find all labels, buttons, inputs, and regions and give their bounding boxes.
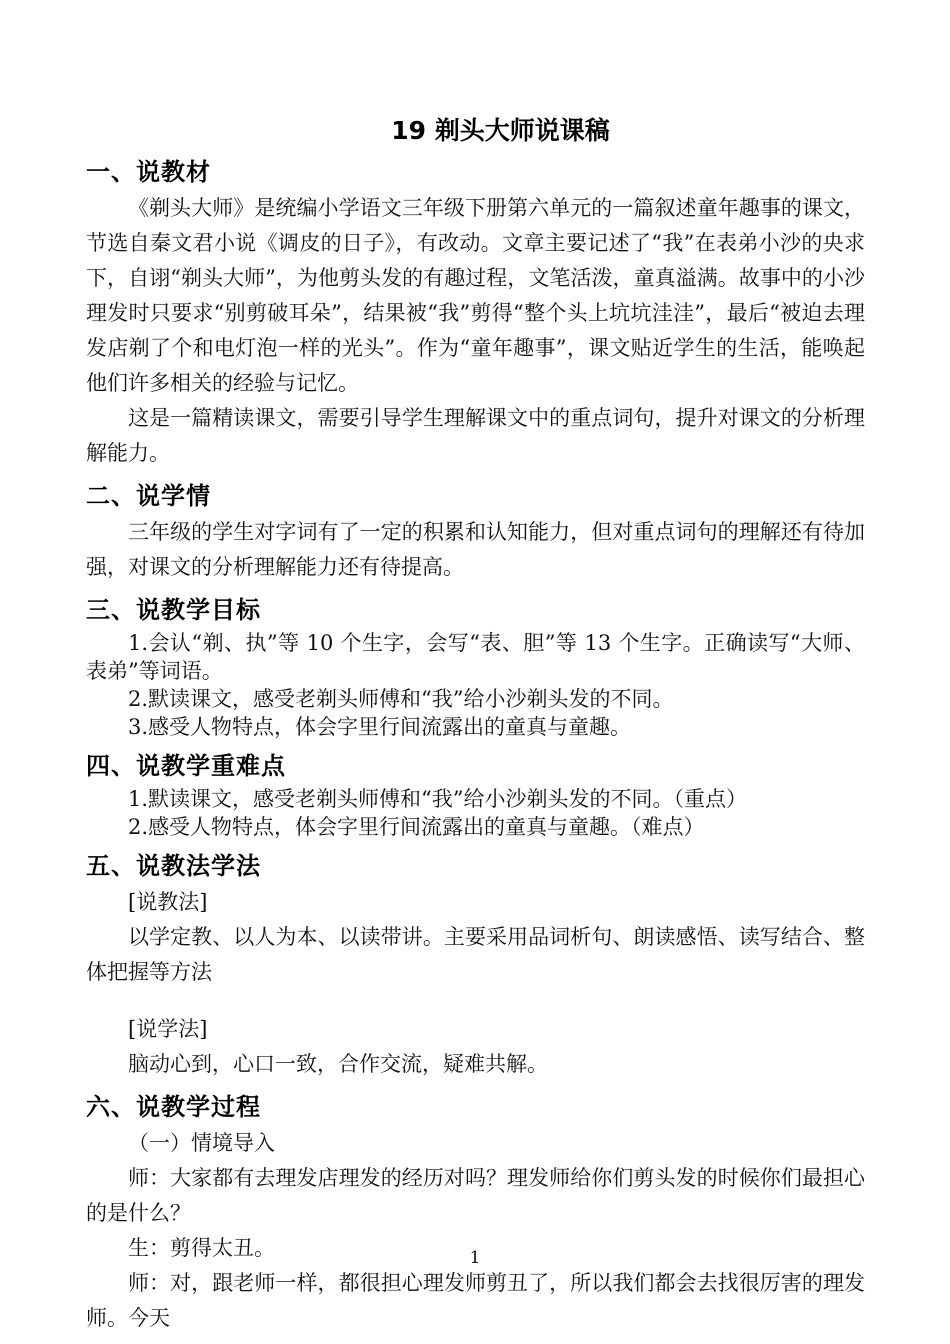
paragraph: 《剃头大师》是统编小学语文三年级下册第六单元的一篇叙述童年趣事的课文，节选自秦文君小说《调皮的日子》，有改动。文章主要记述了“我”在表弟小沙的央求下，自诩“剃头大师”，为他剪头发的有趣过程，文笔活泼，童真溢满。故事中的小沙理发时只要求“别剪破耳朵”，结果被“我”剪得“整个头上坑坑洼洼”，最后“被迫去理发店剃了个和电灯泡一样的光头”。作为“童年趣事”，课文贴近学生的生活，能唤起他们许多相关的经验与记忆。 <box>86 196 865 395</box>
section-heading-key-difficulties: 四、说教学重难点 <box>86 752 286 780</box>
subheading-learning-method: [说学法] <box>128 1017 208 1041</box>
page-number: 1 <box>469 1248 481 1268</box>
list-item: 1.默读课文，感受老剃头师傅和“我”给小沙剃头发的不同。（重点） <box>128 787 748 811</box>
section-heading-teaching-methods: 五、说教法学法 <box>86 852 261 880</box>
document-title: 19 剃头大师说课稿 <box>391 116 610 145</box>
dialogue-teacher: 师：大家都有去理发店理发的经历对吗？理发师给你们剪头发的时候你们最担心的是什么？ <box>86 1166 865 1225</box>
paragraph: 这是一篇精读课文，需要引导学生理解课文中的重点词句，提升对课文的分析理解能力。 <box>86 406 865 465</box>
list-item: 3.感受人物特点，体会字里行间流露出的童真与童趣。 <box>128 715 632 739</box>
list-item: 2.感受人物特点，体会字里行间流露出的童真与童趣。（难点） <box>128 815 705 839</box>
dialogue-student: 生：剪得太丑。 <box>128 1236 275 1260</box>
list-item: 2.默读课文，感受老剃头师傅和“我”给小沙剃头发的不同。 <box>128 687 674 711</box>
blank-line <box>86 990 865 1012</box>
section-heading-teaching-process: 六、说教学过程 <box>86 1093 261 1121</box>
dialogue-teacher: 师：对，跟老师一样，都很担心理发师剪丑了，所以我们都会去找很厉害的理发师。今天 <box>86 1271 865 1330</box>
subsection-heading-situation-intro: （一）情境导入 <box>128 1131 275 1155</box>
section-heading-teaching-material: 一、说教材 <box>86 158 211 186</box>
paragraph: 三年级的学生对字词有了一定的积累和认知能力，但对重点词句的理解还有待加强，对课文的分析理解能力还有待提高。 <box>86 520 865 579</box>
paragraph: 脑动心到，心口一致，合作交流，疑难共解。 <box>128 1052 548 1076</box>
paragraph: 以学定教、以人为本、以读带讲。主要采用品词析句、朗读感悟、读写结合、整体把握等方法 <box>86 925 865 984</box>
section-heading-teaching-goals: 三、说教学目标 <box>86 596 261 624</box>
subheading-teaching-method: [说教法] <box>128 890 208 914</box>
section-heading-learner-analysis: 二、说学情 <box>86 482 211 510</box>
list-item: 1.会认“剃、执”等 10 个生字，会写“表、胆”等 13 个生字。正确读写“大师、表弟”等词语。 <box>86 631 865 683</box>
